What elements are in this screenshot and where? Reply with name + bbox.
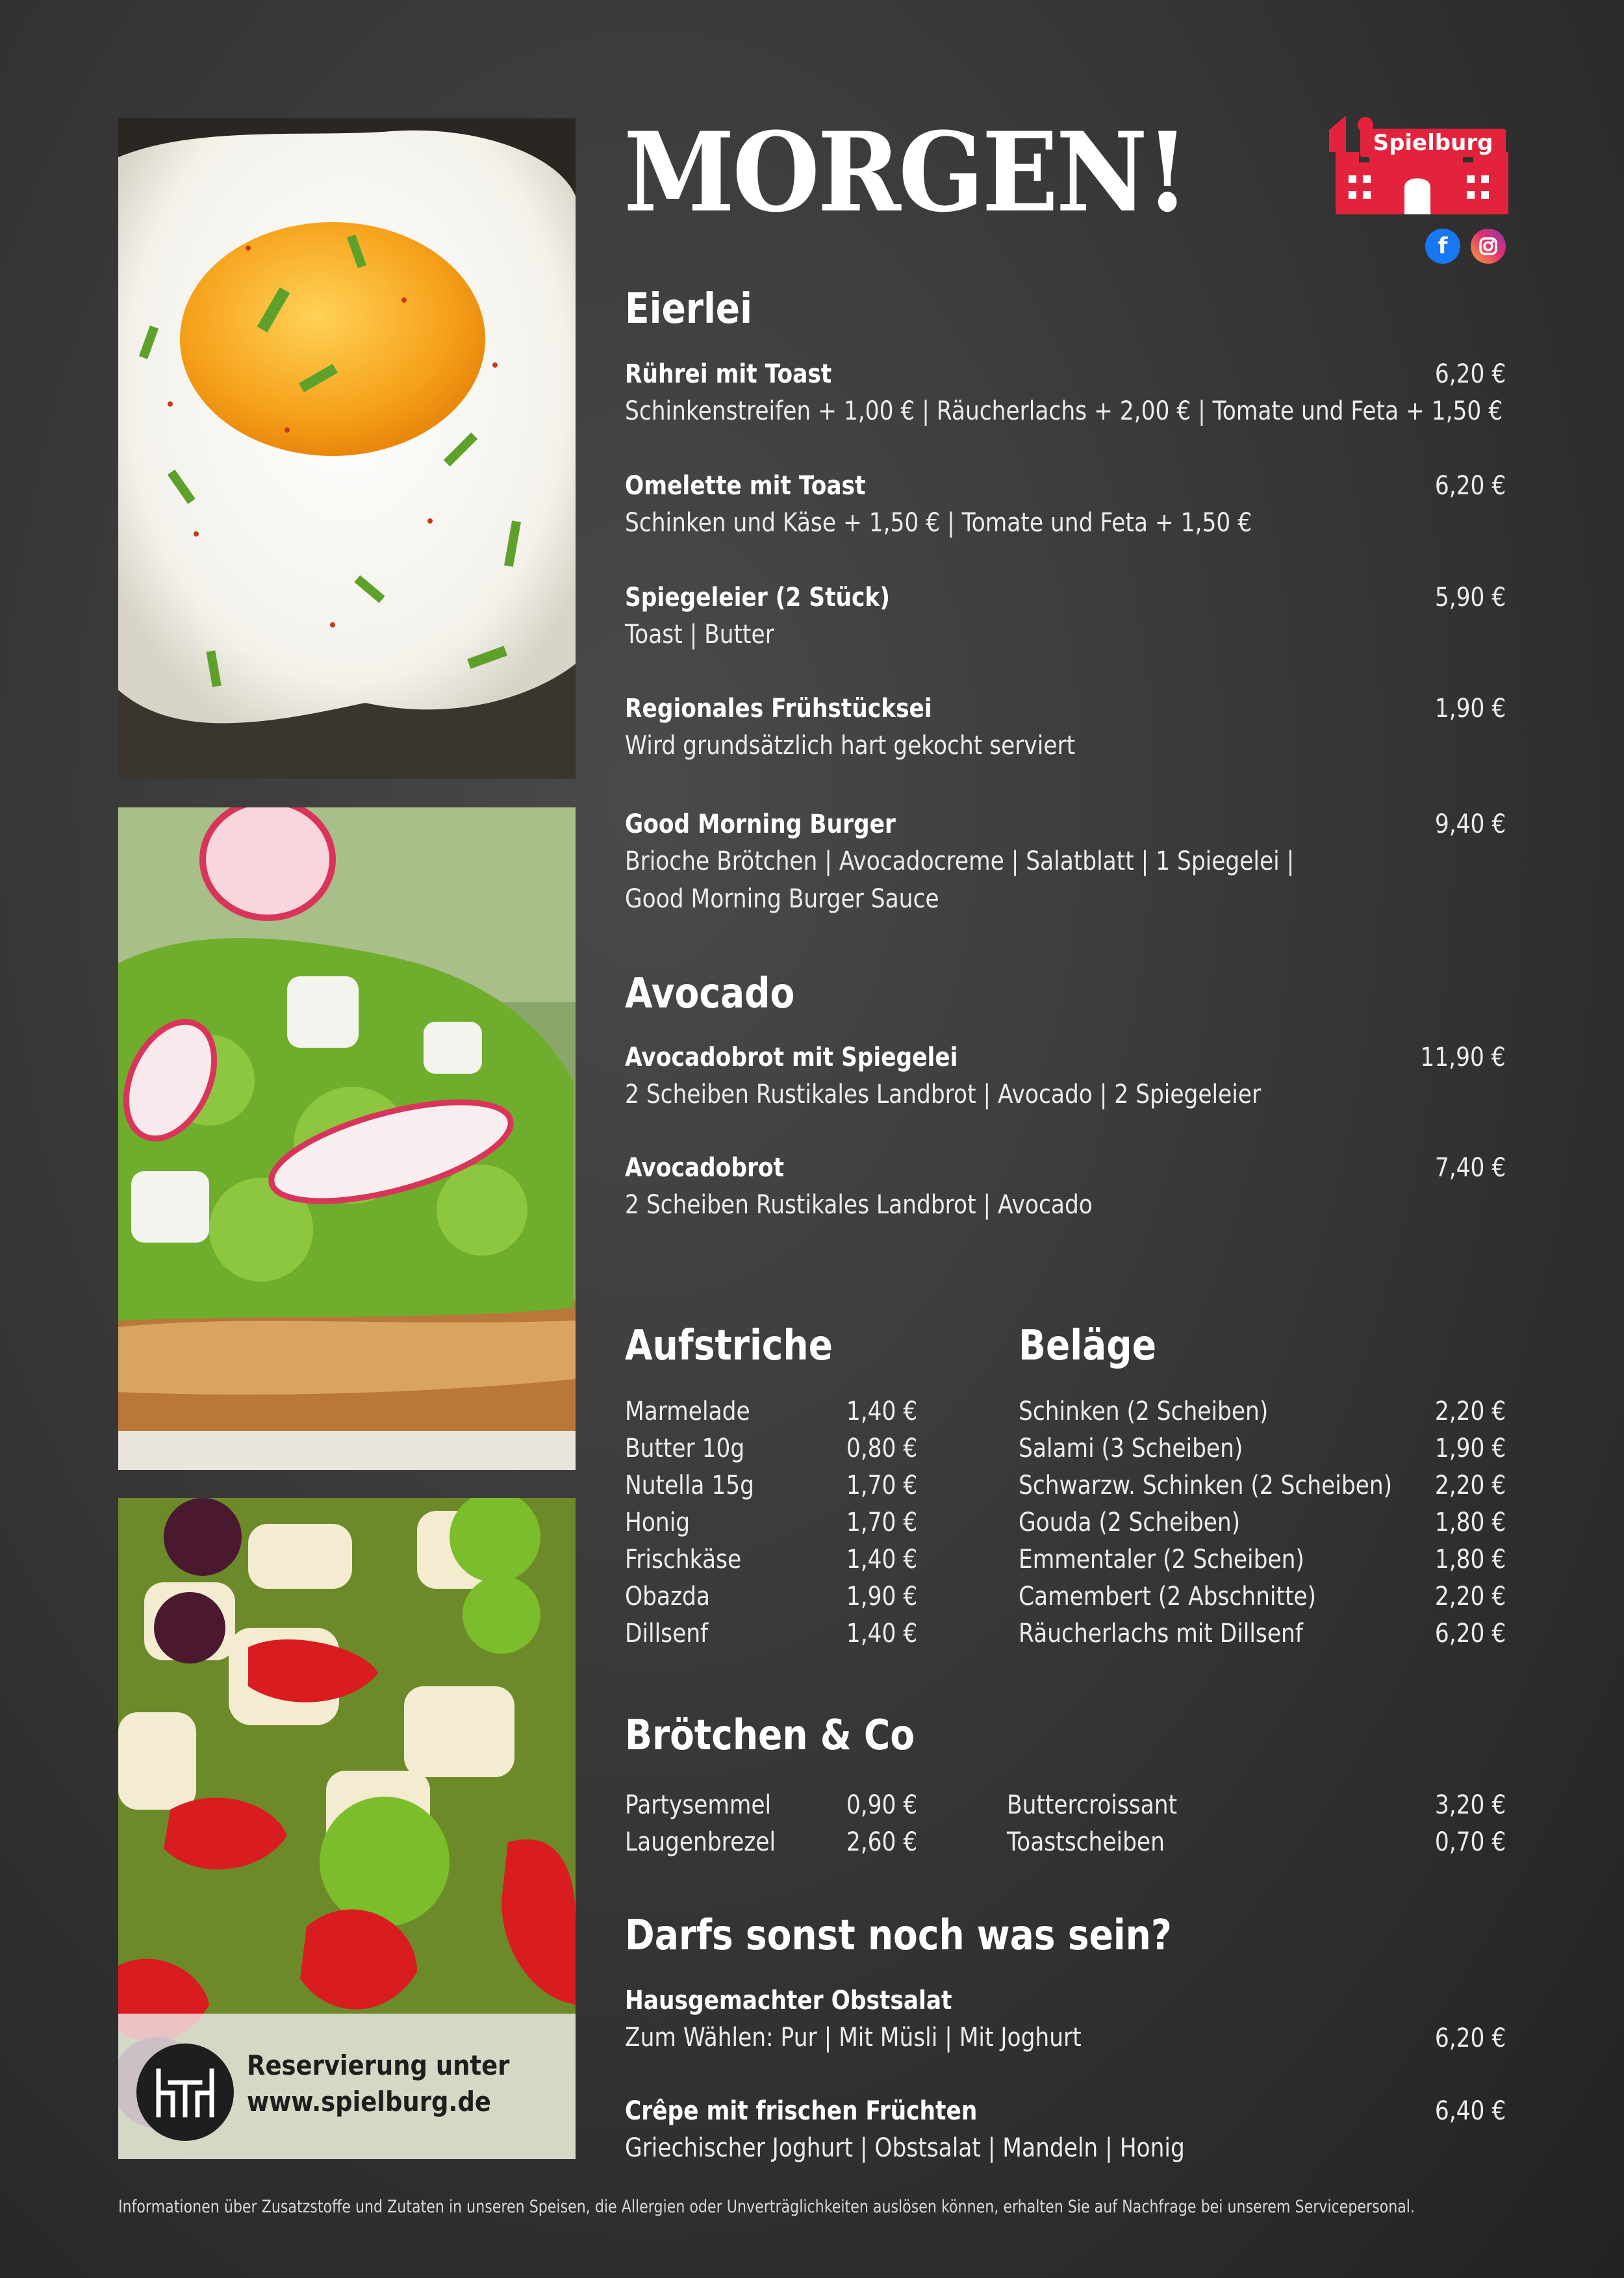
item-description: 2 Scheiben Rustikales Landbrot | Avocado | 2 Spiegeleier xyxy=(625,1080,1262,1109)
list-item-name: Frischkäse xyxy=(625,1545,742,1575)
item-name: Rührei mit Toast xyxy=(625,359,832,389)
menu-item xyxy=(625,806,1506,918)
list-item-price: 3,20 € xyxy=(1434,1790,1506,1820)
list-item-price: 1,70 € xyxy=(846,1508,917,1538)
page-title: MORGEN! xyxy=(624,108,1187,236)
belaege-list xyxy=(1019,1393,1453,1652)
brand-logo-text: Spielburg xyxy=(1373,130,1493,156)
allergen-note: Informationen über Zusatzstoffe und Zutaten in unseren Speisen, die Allergien oder Unverträglichkeiten auslösen können, erhalten Sie auf Nachfrage bei unserem Servicepersonal. xyxy=(118,2197,1415,2217)
menu-item xyxy=(625,690,1506,765)
list-item-name: Emmentaler (2 Scheiben) xyxy=(1019,1545,1304,1575)
item-description: Schinkenstreifen + 1,00 € | Räucherlachs + 2,00 € | Tomate und Feta + 1,50 € xyxy=(625,396,1503,426)
list-item-price: 2,60 € xyxy=(846,1827,917,1857)
item-price: 6,20 € xyxy=(1434,2023,1506,2053)
broetchen-prices-left xyxy=(835,1787,917,1861)
list-item-price: 0,70 € xyxy=(1434,1827,1506,1857)
instagram-icon[interactable] xyxy=(1471,229,1506,264)
list-item-name: Marmelade xyxy=(625,1397,750,1426)
list-item-price: 1,80 € xyxy=(1434,1508,1506,1538)
list-item-price: 1,40 € xyxy=(846,1619,917,1649)
restaurant-table-logo-icon xyxy=(136,2044,234,2141)
list-item-price: 1,40 € xyxy=(846,1397,917,1426)
item-name: Regionales Frühstücksei xyxy=(625,694,932,724)
list-item-name: Schinken (2 Scheiben) xyxy=(1019,1397,1269,1426)
item-price: 7,40 € xyxy=(1434,1153,1506,1183)
menu-item xyxy=(625,1150,1506,1224)
list-item-price: 1,90 € xyxy=(846,1582,917,1612)
reservation-line-1: Reservierung unter xyxy=(247,2049,510,2081)
item-name: Avocadobrot mit Spiegelei xyxy=(625,1043,958,1072)
item-description: Brioche Brötchen | Avocadocreme | Salatblatt | 1 Spiegelei | xyxy=(625,846,1295,876)
item-price: 5,90 € xyxy=(1434,583,1506,613)
item-price: 6,40 € xyxy=(1434,2096,1506,2126)
list-item-price: 2,20 € xyxy=(1434,1397,1506,1426)
item-description: Wird grundsätzlich hart gekocht serviert xyxy=(625,731,1076,761)
list-item-name: Buttercroissant xyxy=(1007,1790,1178,1820)
fried-egg-photo xyxy=(118,118,576,779)
reservation-text xyxy=(247,2047,509,2120)
list-item-name: Camembert (2 Abschnitte) xyxy=(1019,1582,1317,1612)
broetchen-list-left xyxy=(625,1787,800,1861)
item-name: Avocadobrot xyxy=(625,1153,784,1183)
reservation-banner xyxy=(118,2014,576,2159)
aufstriche-prices xyxy=(835,1393,917,1652)
item-name: Hausgemachter Obstsalat xyxy=(625,1986,952,2016)
aufstriche-list xyxy=(625,1393,775,1652)
list-item-name: Laugenbrezel xyxy=(625,1827,776,1857)
list-item-name: Dillsenf xyxy=(625,1619,709,1649)
list-item-name: Nutella 15g xyxy=(625,1471,754,1500)
item-description-line-2: Good Morning Burger Sauce xyxy=(625,884,939,914)
item-price: 9,40 € xyxy=(1434,809,1506,839)
list-item-name: Obazda xyxy=(625,1582,710,1612)
menu-item xyxy=(625,356,1506,430)
list-item-price: 0,90 € xyxy=(846,1790,917,1820)
item-price: 1,90 € xyxy=(1434,694,1506,724)
item-description: 2 Scheiben Rustikales Landbrot | Avocado xyxy=(625,1190,1093,1220)
list-item-name: Partysemmel xyxy=(625,1790,772,1820)
section-heading-broetchen: Brötchen & Co xyxy=(625,1712,915,1760)
section-heading-sonst: Darfs sonst noch was sein? xyxy=(625,1912,1172,1960)
list-item-name: Schwarzw. Schinken (2 Scheiben) xyxy=(1019,1471,1393,1500)
item-name: Crêpe mit frischen Früchten xyxy=(625,2096,978,2126)
item-price: 6,20 € xyxy=(1434,471,1506,501)
list-item-name: Toastscheiben xyxy=(1007,1827,1165,1857)
fruit-salad-photo xyxy=(118,1498,576,2159)
menu-item xyxy=(625,1039,1506,1113)
menu-item xyxy=(625,1982,1506,2057)
broetchen-prices-right xyxy=(1423,1787,1506,1861)
section-heading-aufstriche: Aufstriche xyxy=(625,1322,833,1370)
item-description: Griechischer Joghurt | Obstsalat | Mandeln | Honig xyxy=(625,2133,1185,2163)
list-item-price: 1,80 € xyxy=(1434,1545,1506,1575)
menu-item xyxy=(625,579,1506,653)
list-item-price: 2,20 € xyxy=(1434,1582,1506,1612)
item-description: Zum Wählen: Pur | Mit Müsli | Mit Joghurt xyxy=(625,2023,1082,2053)
section-heading-belaege: Beläge xyxy=(1019,1322,1157,1370)
avocado-toast-photo xyxy=(118,807,576,1470)
item-name: Good Morning Burger xyxy=(625,809,896,839)
item-price: 6,20 € xyxy=(1434,359,1506,389)
item-name: Omelette mit Toast xyxy=(625,471,866,501)
item-description: Toast | Butter xyxy=(625,620,774,650)
spielburg-logo xyxy=(1329,116,1508,214)
list-item-price: 0,80 € xyxy=(846,1434,917,1463)
list-item-price: 1,90 € xyxy=(1434,1434,1506,1463)
facebook-icon[interactable]: f xyxy=(1425,229,1460,264)
broetchen-list-right xyxy=(1007,1787,1205,1861)
section-heading-eierlei: Eierlei xyxy=(625,285,752,333)
menu-item xyxy=(625,468,1506,542)
menu-item xyxy=(625,2093,1506,2167)
list-item-name: Butter 10g xyxy=(625,1434,745,1463)
item-description: Schinken und Käse + 1,50 € | Tomate und Feta + 1,50 € xyxy=(625,508,1252,538)
section-heading-avocado: Avocado xyxy=(625,970,795,1018)
list-item-name: Honig xyxy=(625,1508,691,1538)
list-item-name: Gouda (2 Scheiben) xyxy=(1019,1508,1241,1538)
list-item-price: 1,40 € xyxy=(846,1545,917,1575)
reservation-url[interactable]: www.spielburg.de xyxy=(247,2086,491,2118)
belaege-prices xyxy=(1423,1393,1506,1652)
list-item-price: 2,20 € xyxy=(1434,1471,1506,1500)
list-item-name: Räucherlachs mit Dillsenf xyxy=(1019,1619,1303,1649)
list-item-name: Salami (3 Scheiben) xyxy=(1019,1434,1243,1463)
item-price: 11,90 € xyxy=(1420,1043,1506,1072)
list-item-price: 6,20 € xyxy=(1434,1619,1506,1649)
list-item-price: 1,70 € xyxy=(846,1471,917,1500)
item-name: Spiegeleier (2 Stück) xyxy=(625,583,891,613)
